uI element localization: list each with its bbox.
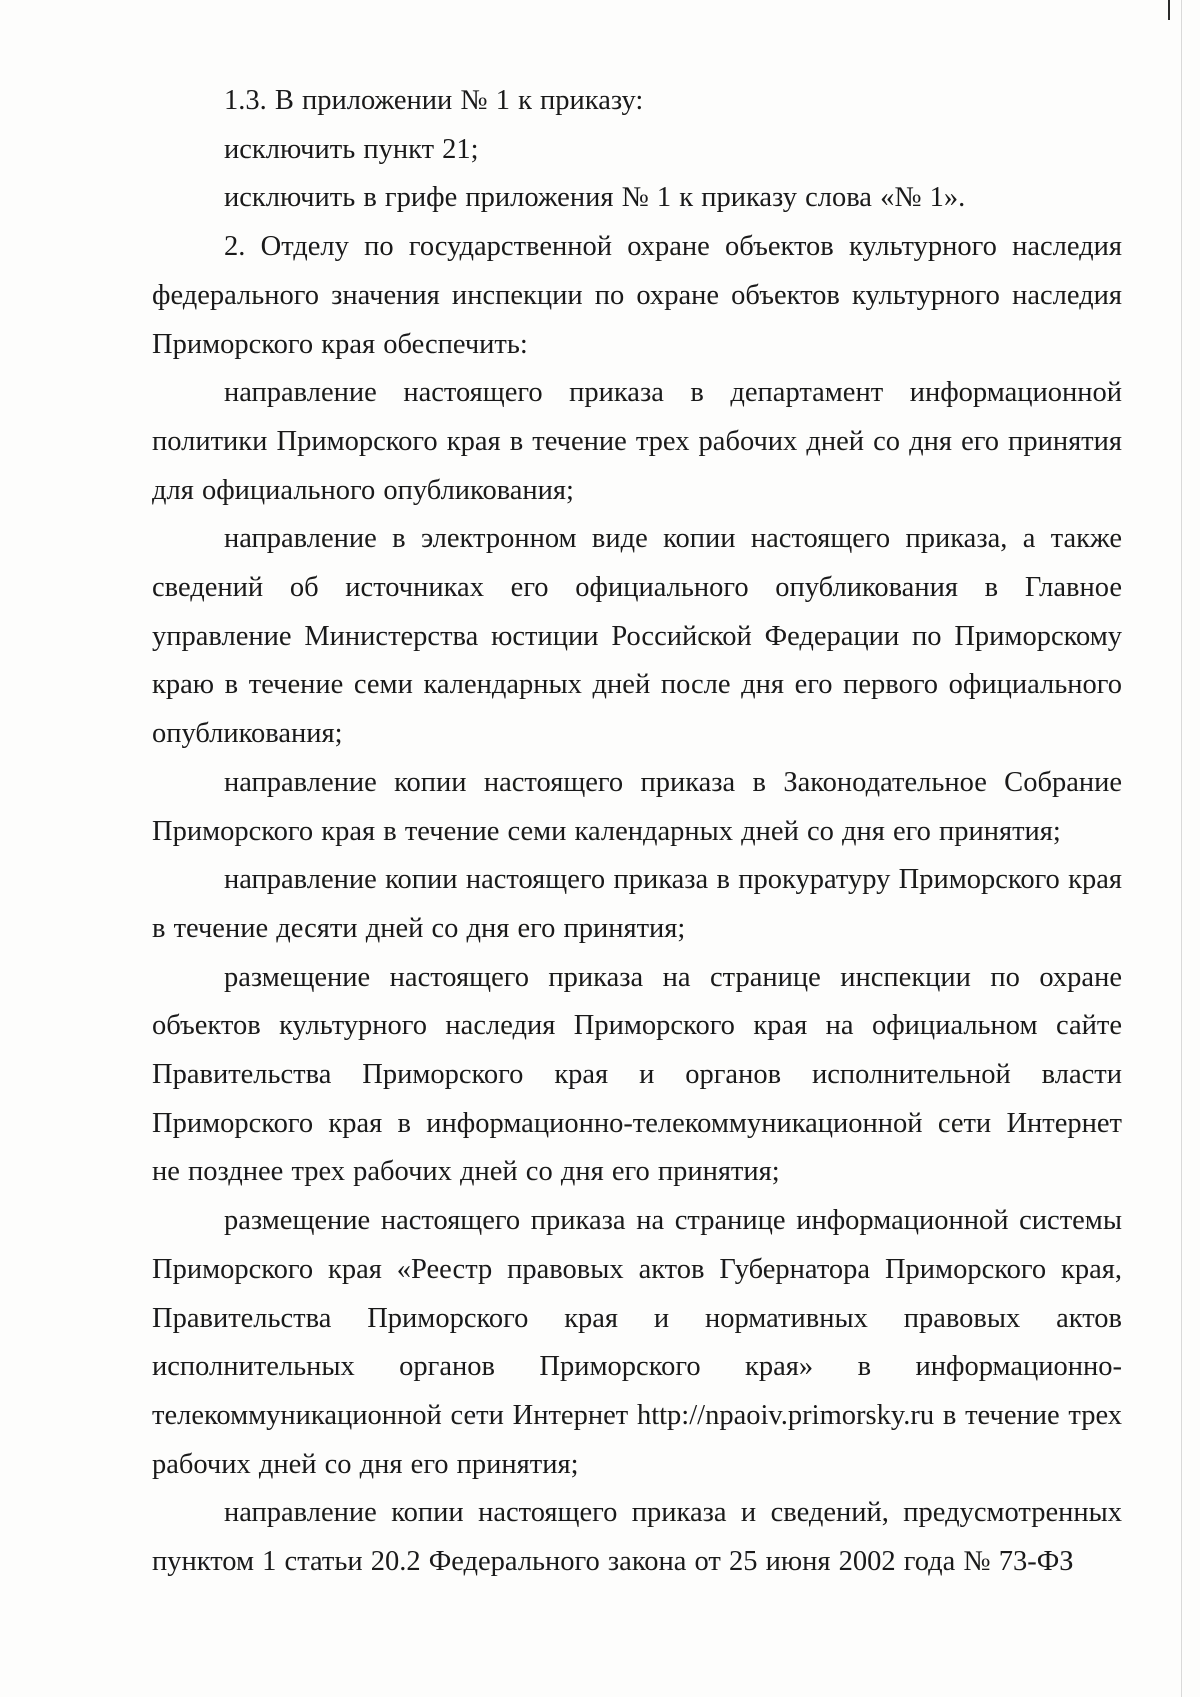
paragraph-send-legislative-assembly: направление копии настоящего приказа в Законодательное Собрание Приморского края в течение семи календарных дней со дня его принятия; <box>152 766 1122 847</box>
paragraph-exclude-words: исключить в грифе приложения № 1 к приказу слова «№ 1». <box>224 182 966 214</box>
paragraph-publish-registry: размещение настоящего приказа на странице информационной системы Приморского края «Реестр правовых актов Губернатора Приморского края, Правительства Приморского края и нормативных правовых актов исполнительных органов Приморского края» в информационно-телекоммуникационной сети Интернет http://npaoiv.primorsky.ru в течение трех рабочих дней со дня его принятия; <box>152 1205 1122 1480</box>
paragraph-send-electronic-copy: направление в электронном виде копии настоящего приказа, а также сведений об источниках его официального опубликования в Главное управление Министерства юстиции Российской Федерации по Приморскому краю в течение семи календарных дней после дня его первого официального опубликования; <box>152 523 1122 750</box>
paragraph-publish-website: размещение настоящего приказа на странице инспекции по охране объектов культурного наследия Приморского края на официальном сайте Правительства Приморского края и органов исполнительной власти Приморского края в информационно-телекоммуникационной сети Интернет не позднее трех рабочих дней со дня его принятия; <box>152 961 1122 1188</box>
paragraph-2: 2. Отделу по государственной охране объектов культурного наследия федерального значения инспекции по охране объектов культурного наследия Приморского края обеспечить: <box>152 231 1122 360</box>
paragraph-send-copy-info: направление копии настоящего приказа и сведений, предусмотренных пунктом 1 статьи 20.2 Федерального закона от 25 июня 2002 года № 73-ФЗ <box>152 1497 1122 1578</box>
paragraph-send-prosecutor: направление копии настоящего приказа в прокуратуру Приморского края в течение десяти дней со дня его принятия; <box>152 864 1122 944</box>
paragraph-send-policy-dept: направление настоящего приказа в департамент информационной политики Приморского края в течение трех рабочих дней со дня его принятия для официального опубликования; <box>152 377 1122 506</box>
scan-mark <box>1168 0 1170 20</box>
paragraph-exclude-item: исключить пункт 21; <box>224 133 479 165</box>
scan-edge <box>1181 0 1182 1697</box>
document-body <box>152 77 1122 1587</box>
paragraph-1-3: 1.3. В приложении № 1 к приказу: <box>224 85 644 116</box>
